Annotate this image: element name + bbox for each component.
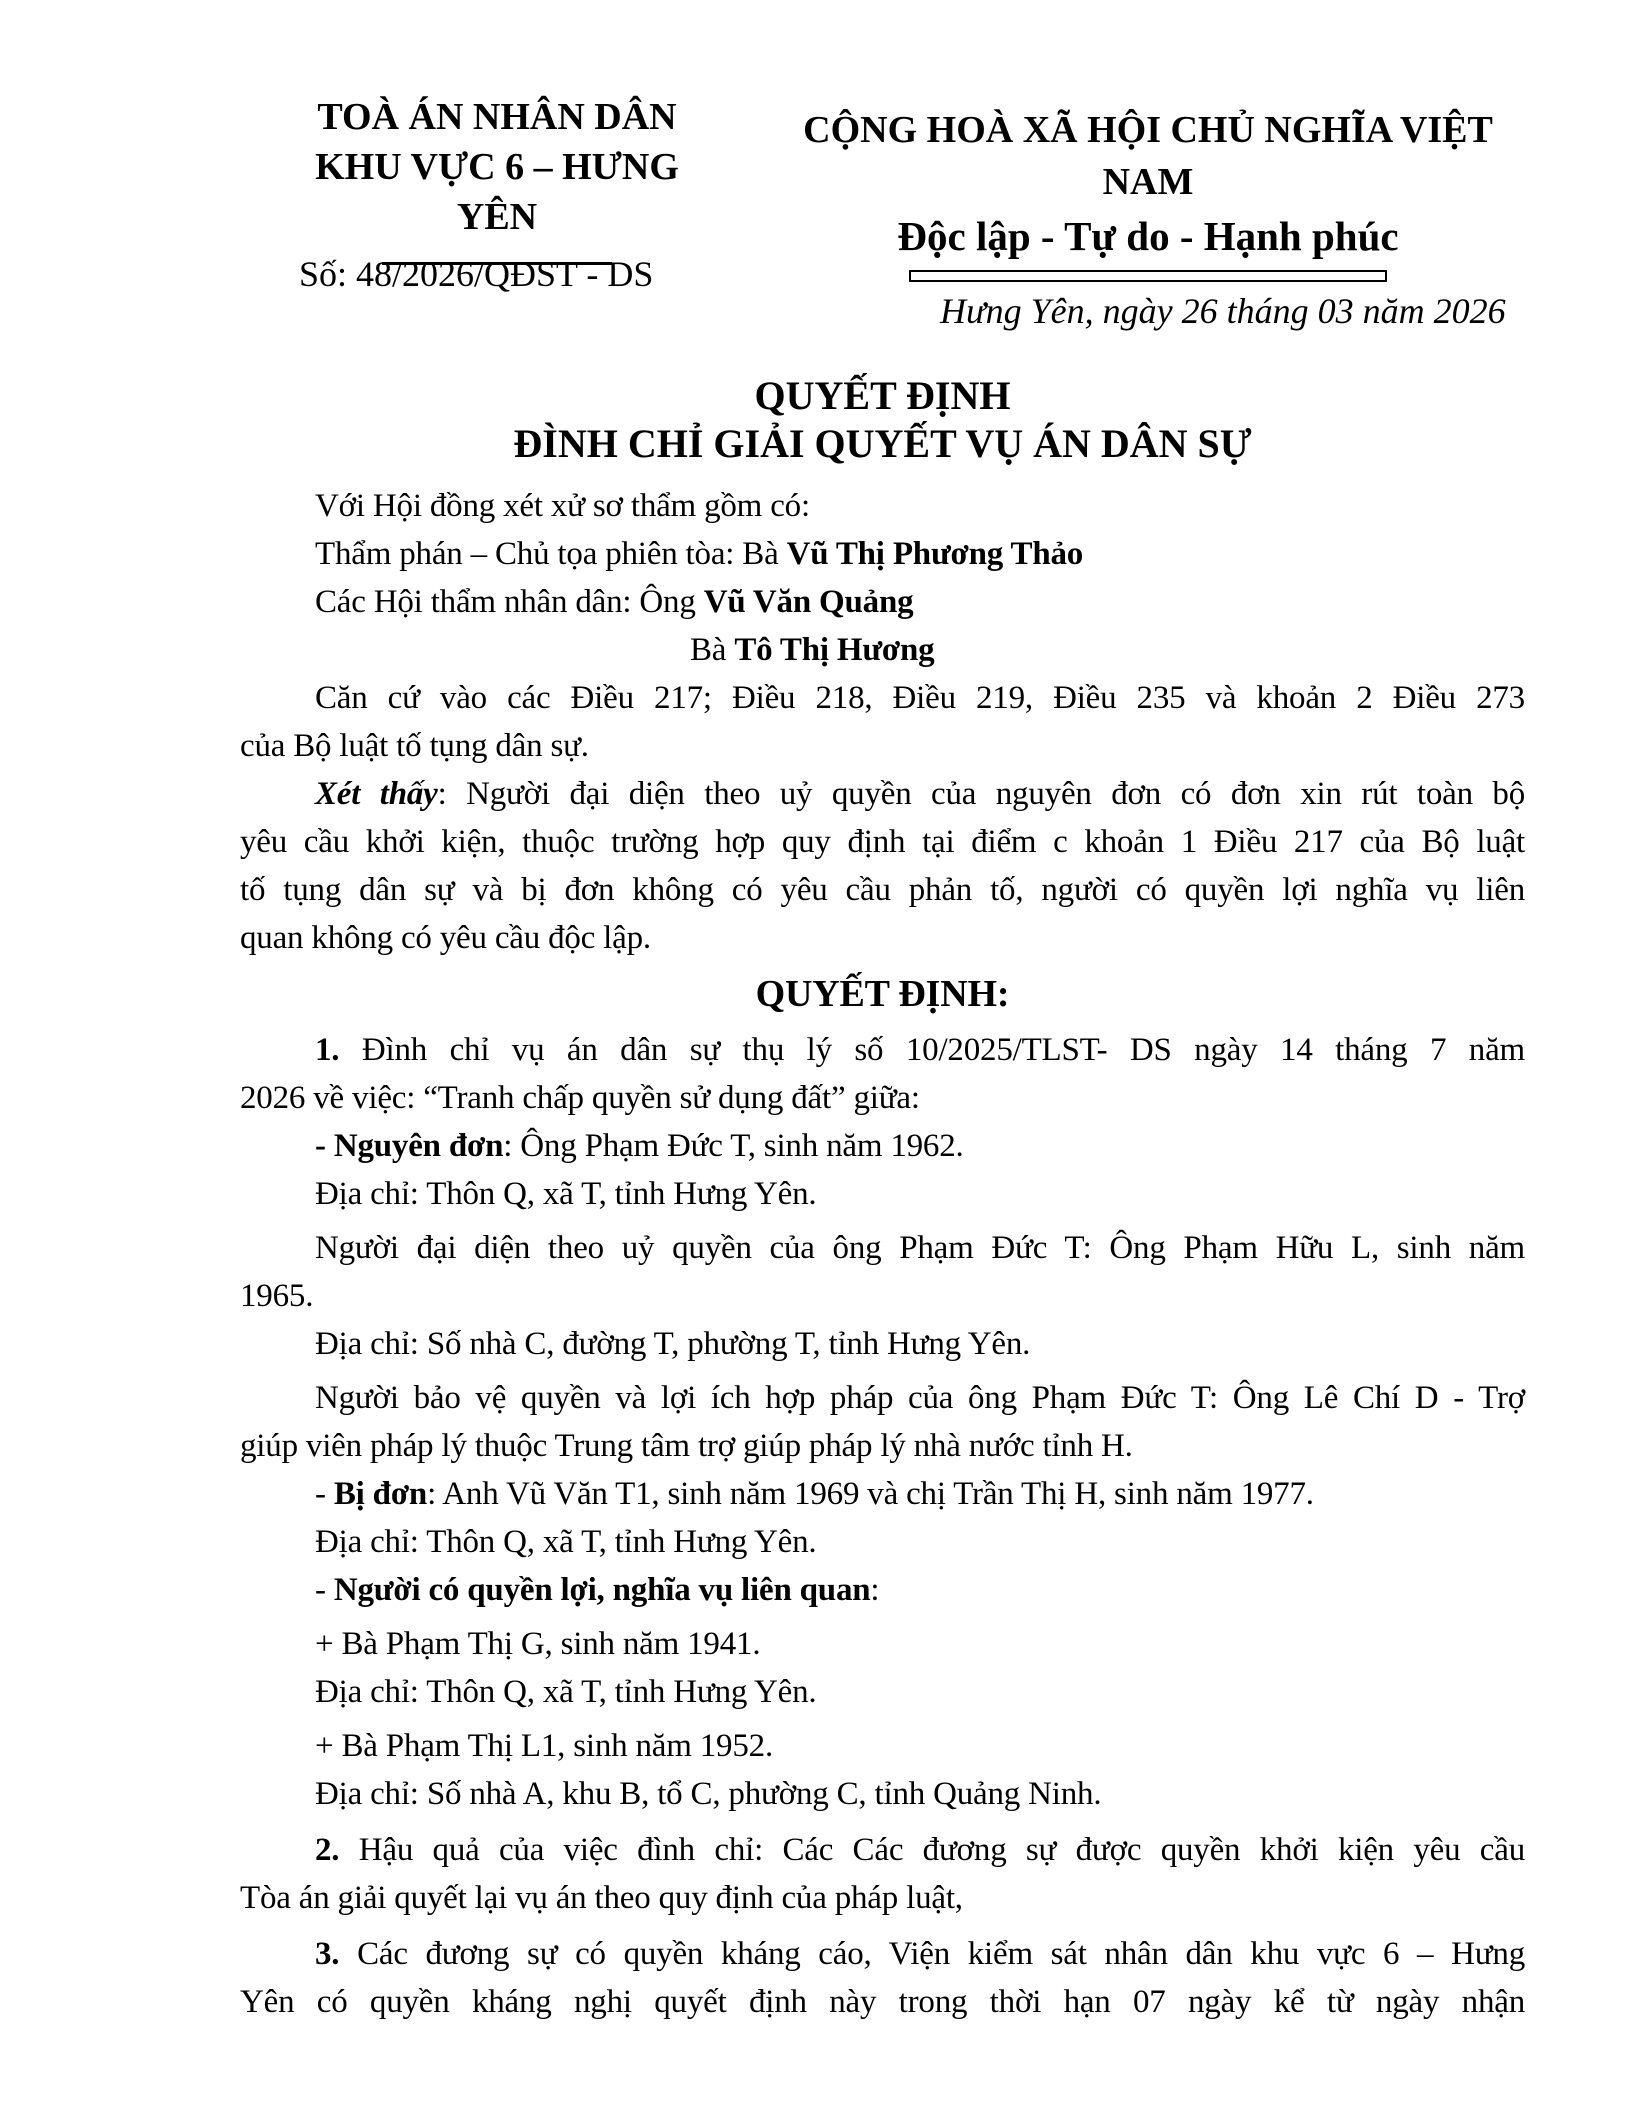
related-party-1 [240,1620,1525,1668]
text-segment: Hậu quả của việc đình chỉ: Các Các đương sự được quyền khởi kiện yêu cầu [339,1832,1525,1868]
text-line [240,1874,1525,1922]
representative-line [240,1224,1525,1320]
legal-basis [240,674,1525,770]
text-line [240,866,1525,914]
defendant-address [240,1518,1525,1566]
date-line: Hưng Yên, ngày 26 tháng 03 năm 2026 [940,291,1506,331]
text-segment: của Bộ luật tố tụng dân sự. [240,728,589,764]
text-line [240,1518,1525,1566]
plaintiff-line [240,1122,1525,1170]
related-party-2-address [240,1770,1525,1818]
text-segment: tố tụng dân sự và bị đơn không có yêu cầu phản tố, người có quyền lợi nghĩa vụ liên [240,872,1525,908]
text-segment: Các đương sự có quyền kháng cáo, Viện kiểm sát nhân dân khu vực 6 – Hưng [339,1936,1525,1972]
text-line [240,674,1525,722]
text-line [240,914,1525,962]
text-line [240,1826,1525,1874]
text-segment: Tô Thị Hương [734,632,935,668]
findings [240,770,1525,962]
text-segment: Vũ Thị Phương Thảo [786,536,1084,572]
text-segment: Bị đơn [333,1476,428,1512]
text-segment: Địa chỉ: Thôn Q, xã T, tỉnh Hưng Yên. [315,1524,817,1560]
text-line [240,818,1525,866]
text-segment: Người đại diện theo uỷ quyền của ông Phạm Đức T: Ông Phạm Hữu L, sinh năm [315,1230,1525,1266]
text-line [240,1074,1525,1122]
document-title-line2: ĐÌNH CHỈ GIẢI QUYẾT VỤ ÁN DÂN SỰ [513,421,1252,466]
panel-intro [240,482,1525,530]
text-segment: Đình chỉ vụ án dân sự thụ lý số 10/2025/TLST- DS ngày 14 tháng 7 năm [339,1032,1525,1068]
decision-item-1 [240,1026,1525,1122]
text-line [240,1620,1525,1668]
text-segment: Xét thấy [315,776,438,812]
text-segment: - [315,1476,334,1512]
text-line [240,1224,1525,1272]
text-line [240,1470,1525,1518]
text-line [240,1422,1525,1470]
decision-heading [240,970,1525,1018]
text-segment: 1965. [240,1278,314,1314]
text-segment: Tòa án giải quyết lại vụ án theo quy định của pháp luật, [240,1880,963,1916]
decision-item-3 [240,1930,1525,2026]
text-line [240,482,1525,530]
text-segment: giúp viên pháp lý thuộc Trung tâm trợ giúp pháp lý nhà nước tỉnh H. [240,1428,1133,1464]
related-party-2 [240,1722,1525,1770]
text-line [240,1668,1525,1716]
judge-line [240,530,1525,578]
text-line [240,530,1525,578]
court-office-line1: TOÀ ÁN NHÂN DÂN [317,96,677,138]
text-line [240,1374,1525,1422]
text-line [690,626,1525,674]
assessor-line-1 [240,578,1525,626]
text-line [240,722,1525,770]
related-party-1-address [240,1668,1525,1716]
text-segment: Người bảo vệ quyền và lợi ích hợp pháp của ông Phạm Đức T: Ông Lê Chí D - Trợ [315,1380,1525,1416]
court-office-line2: KHU VỰC 6 – HƯNG YÊN [315,146,679,238]
text-segment: Bà [690,632,735,668]
document-title [240,372,1525,468]
text-segment: 1. [315,1032,340,1068]
text-segment: - [315,1572,334,1608]
text-segment: Với Hội đồng xét xử sơ thẩm gồm có: [315,488,810,524]
text-segment: + Bà Phạm Thị G, sinh năm 1941. [315,1626,761,1662]
decision-item-2 [240,1826,1525,1922]
document-body [240,482,1525,2026]
text-segment: Địa chỉ: Thôn Q, xã T, tỉnh Hưng Yên. [315,1674,817,1710]
text-line [240,1930,1525,1978]
text-segment: Địa chỉ: Số nhà A, khu B, tổ C, phường C, tỉnh Quảng Ninh. [315,1776,1102,1812]
national-motto: Độc lập - Tự do - Hạnh phúc [897,213,1399,259]
text-segment: Địa chỉ: Số nhà C, đường T, phường T, tỉnh Hưng Yên. [315,1326,1031,1362]
text-segment: : Người đại diện theo uỷ quyền của nguyên đơn có đơn xin rút toàn bộ [437,776,1525,812]
related-party-heading [240,1566,1525,1614]
national-header-line1: CỘNG HOÀ XÃ HỘI CHỦ NGHĨA VIỆT NAM [803,109,1493,203]
text-line [240,1026,1525,1074]
text-line [240,1722,1525,1770]
text-segment: - Nguyên đơn [315,1128,504,1164]
text-line [240,1272,1525,1320]
text-line [240,1320,1525,1368]
case-number: Số: 48/2026/QĐST - DS [299,254,654,294]
text-segment: : Ông Phạm Đức T, sinh năm 1962. [503,1128,964,1164]
text-segment: Thẩm phán – Chủ tọa phiên tòa: Bà [315,536,787,572]
assessor-line-2 [240,626,1525,674]
text-segment: Các Hội thẩm nhân dân: Ông [315,584,704,620]
text-segment: 2026 về việc: “Tranh chấp quyền sử dụng đất” giữa: [240,1080,920,1116]
text-segment: QUYẾT ĐỊNH: [755,973,1010,1015]
text-segment: Căn cứ vào các Điều 217; Điều 218, Điều 219, Điều 235 và khoản 2 Điều 273 [315,680,1525,716]
text-segment: + Bà Phạm Thị L1, sinh năm 1952. [315,1728,774,1764]
text-segment: 3. [315,1936,340,1972]
text-segment: : [870,1572,880,1608]
text-line [240,970,1525,1018]
text-segment: 2. [315,1832,340,1868]
text-line [240,578,1525,626]
representative-address [240,1320,1525,1368]
text-segment: quan không có yêu cầu độc lập. [240,920,651,956]
court-office-block [287,92,707,265]
text-line [240,1978,1525,2026]
text-segment: Vũ Văn Quảng [703,584,914,620]
text-line [240,1566,1525,1614]
text-line [240,770,1525,818]
plaintiff-address [240,1170,1525,1218]
document-title-line1: QUYẾT ĐỊNH [754,373,1011,418]
text-line [240,1122,1525,1170]
defender-line [240,1374,1525,1470]
text-segment: Yên có quyền kháng nghị quyết định này trong thời hạn 07 ngày kể từ ngày nhận [240,1984,1525,2020]
text-line [240,1770,1525,1818]
text-segment: : Anh Vũ Văn T1, sinh năm 1969 và chị Trần Thị H, sinh năm 1977. [427,1476,1314,1512]
defendant-line [240,1470,1525,1518]
text-segment: yêu cầu khởi kiện, thuộc trường hợp quy định tại điểm c khoản 1 Điều 217 của Bộ luật [240,824,1525,860]
national-header-block [778,104,1518,282]
text-segment: Người có quyền lợi, nghĩa vụ liên quan [333,1572,871,1608]
text-segment: Địa chỉ: Thôn Q, xã T, tỉnh Hưng Yên. [315,1176,817,1212]
text-line [240,1170,1525,1218]
national-motto-divider [909,270,1387,282]
